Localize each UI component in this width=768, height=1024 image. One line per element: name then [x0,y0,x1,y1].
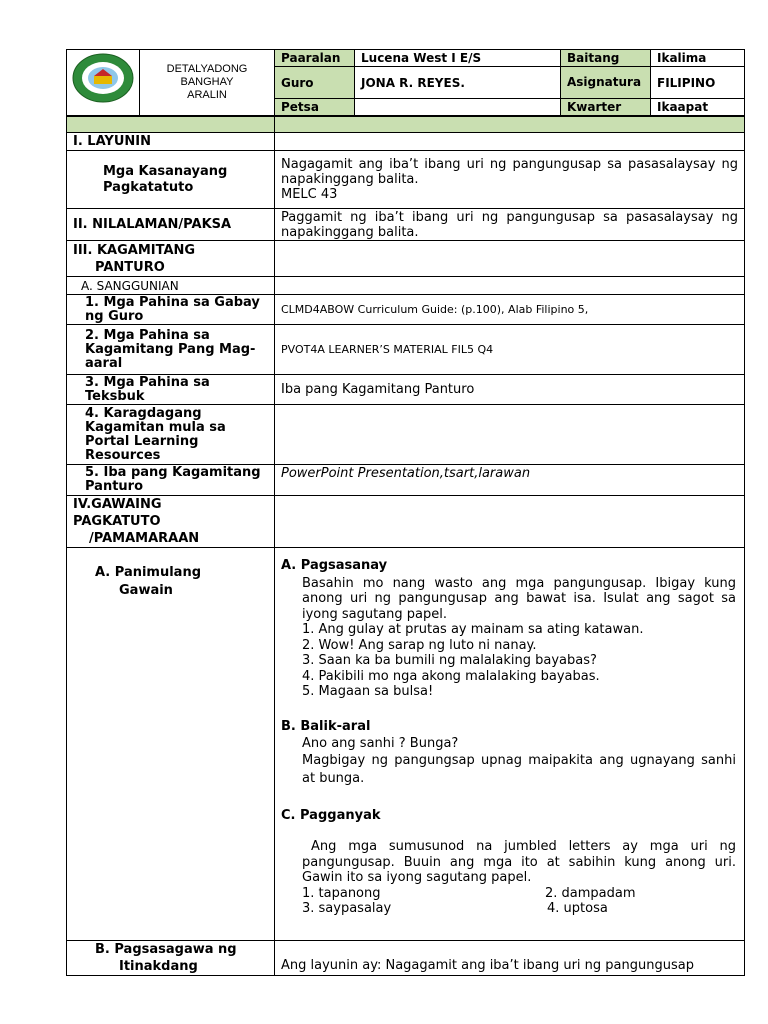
pagsasanay-item: 2. Wow! Ang sarap ng luto ni nanay. [302,637,537,653]
pagsasagawa-line-2: Itinakdang [119,959,198,974]
portal-resources-label: 4. Karagdagang Kagamitan mula sa Portal Learning Resources [67,405,275,465]
teksbuk-label: 3. Mga Pahina sa Teksbuk [67,375,275,405]
gawain-empty [275,496,745,548]
kagamitan-empty [275,241,745,277]
panimulang-gawain-content [275,548,745,941]
gabay-guro-value: CLMD4ABOW Curriculum Guide: (p.100), Alab Filipino 5, [275,295,745,325]
pagganyak-title: C. Pagganyak [281,807,381,823]
balik-aral-title: B. Balik-aral [281,718,371,734]
jumbled-item: 1. tapanong [302,885,381,901]
pagsasagawa-value: Ang layunin ay: Nagagamit ang iba’t ibang uri ng pangungusap [275,941,745,976]
kasanayan-label: Mga Kasanayang Pagkatatuto [67,151,275,209]
baitang-value: Ikalima [651,50,745,67]
gawain-line-2: PAGKATUTO [73,514,161,529]
sanggunian-empty [275,277,745,295]
jumbled-row-1 [281,886,736,902]
nilalaman-label: II. NILALAMAN/PAKSA [67,209,275,241]
petsa-label: Petsa [275,99,355,116]
layunin-empty [275,133,745,151]
pagsasanay-intro: Basahin mo nang wasto ang mga pangungusap. Ibigay kung anong uri ng pangungusap ang bawat isa. Isulat ang sagot sa iyong sagutang papel. [302,575,736,622]
kwarter-value: Ikaapat [651,99,745,116]
pagsasanay-item: 3. Saan ka ba bumili ng malalaking bayabas? [302,653,597,668]
document-title [140,50,275,116]
gawain-line-3: /PAMAMARAAN [89,531,200,546]
pagsasanay-item: 1. Ang gulay at prutas ay mainam sa ating katawan. [302,622,644,637]
kwarter-label: Kwarter [561,99,651,116]
green-spacer-right [275,117,745,133]
title-line-3: ARALIN [187,89,227,101]
title-line-1: DETALYADONG [166,63,248,75]
asignatura-value: FILIPINO [651,67,745,99]
guro-label: Guro [275,67,355,99]
panimulang-line-1: A. Panimulang [95,565,202,580]
guro-value: JONA R. REYES. [355,67,561,99]
asignatura-label: Asignatura [561,67,651,99]
petsa-value [355,99,561,116]
header-table [66,49,745,116]
jumbled-row-2 [281,901,736,917]
panimulang-line-2: Gawain [119,583,173,598]
pagsasagawa-line-1: B. Pagsasagawa ng [95,942,237,957]
portal-resources-value [275,405,745,465]
iba-pang-kagamitan-label: 5. Iba pang Kagamitang Panturo [67,465,275,496]
gabay-guro-label: 1. Mga Pahina sa Gabay ng Guro [67,295,275,325]
lesson-plan-table [66,116,745,976]
paaralan-value: Lucena West I E/S [355,50,561,67]
sanggunian-heading: A. SANGGUNIAN [67,277,275,295]
pagganyak-text: Ang mga sumusunod na jumbled letters ay mga uri ng pangungusap. Buuin ang mga ito at sabihin kung anong uri. Gawin ito sa iyong sagutang papel. [302,839,736,885]
school-seal-icon [70,52,136,104]
teksbuk-value: Iba pang Kagamitang Panturo [275,375,745,405]
balik-aral-question: Ano ang sanhi ? Bunga? [302,736,459,751]
jumbled-item: 4. uptosa [547,901,608,916]
jumbled-item: 3. saypasalay [302,901,392,916]
school-logo-cell [67,50,140,116]
melc-code: MELC 43 [281,187,338,202]
pagsasanay-title: A. Pagsasanay [281,558,388,573]
title-line-2: BANGHAY [180,76,234,88]
kagamitang-pang-mag-aaral-label: 2. Mga Pahina sa Kagamitang Pang Mag-aaral [67,325,275,375]
panimulang-gawain-label [67,548,275,941]
pagsasanay-item: 4. Pakibili mo nga akong malalaking bayabas. [302,668,600,684]
nilalaman-value: Paggamit ng iba’t ibang uri ng pangungusap sa pasasalaysay ng napakinggang balita. [275,209,745,241]
pagsasanay-item: 5. Magaan sa bulsa! [302,684,434,699]
iba-pang-kagamitan-value: PowerPoint Presentation,tsart,larawan [275,465,745,496]
kagamitan-heading [67,241,275,277]
green-spacer-left [67,117,275,133]
kagamitan-line-1: III. KAGAMITANG [73,242,196,258]
layunin-heading: I. LAYUNIN [67,133,275,151]
kasanayan-text: Nagagamit ang iba’t ibang uri ng pangungusap sa pasasalaysay ng napakinggang balita. [281,157,738,187]
baitang-label: Baitang [561,50,651,67]
paaralan-label: Paaralan [275,50,355,67]
pagsasagawa-label [67,941,275,976]
balik-aral-text: Magbigay ng pangungsap upnag maipakita ang ugnayang sanhi at bunga. [302,752,736,786]
kasanayan-value [275,151,745,209]
jumbled-item: 2. dampadam [545,885,636,901]
kagamitang-pang-mag-aaral-value: PVOT4A LEARNER’S MATERIAL FIL5 Q4 [275,325,745,375]
gawain-heading [67,496,275,548]
kagamitan-line-2: PANTURO [95,259,165,275]
gawain-line-1: IV.GAWAING [73,497,162,512]
